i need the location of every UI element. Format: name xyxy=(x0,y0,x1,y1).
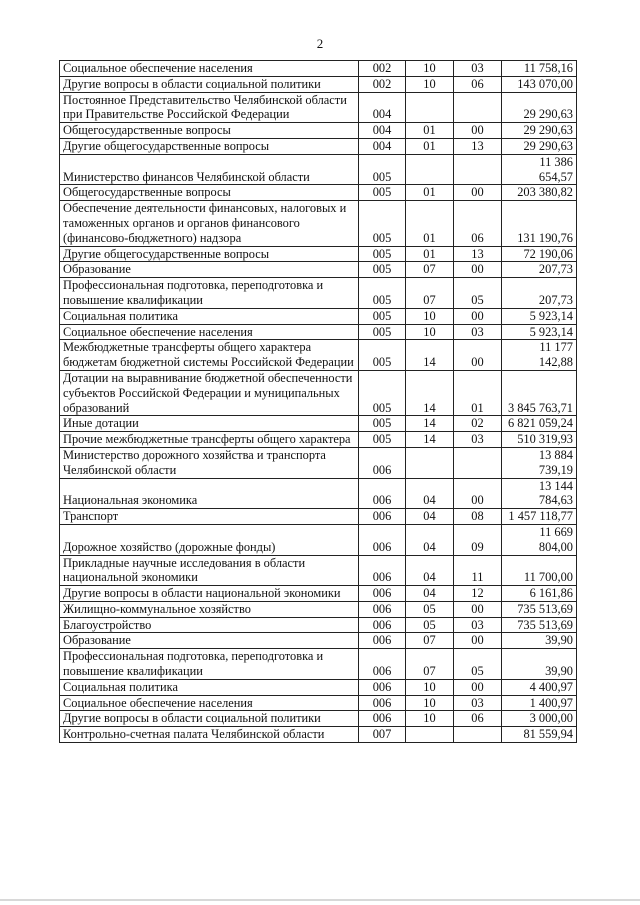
row-amount: 39,90 xyxy=(502,649,577,680)
row-section-code: 10 xyxy=(406,324,454,340)
table-row xyxy=(60,601,577,617)
row-subsection-code: 00 xyxy=(454,679,502,695)
row-amount: 1 457 118,77 xyxy=(502,509,577,525)
row-name: Жилищно-коммунальное хозяйство xyxy=(60,601,359,617)
row-section-code: 01 xyxy=(406,201,454,246)
row-amount: 39,90 xyxy=(502,633,577,649)
row-section-code: 04 xyxy=(406,524,454,555)
row-department-code: 006 xyxy=(359,524,406,555)
row-name: Дотации на выравнивание бюджетной обеспеченности субъектов Российской Федерации и муниципальных образований xyxy=(60,370,359,415)
row-section-code: 14 xyxy=(406,370,454,415)
table-row xyxy=(60,201,577,246)
row-section-code: 14 xyxy=(406,340,454,371)
row-department-code: 004 xyxy=(359,138,406,154)
row-name: Прикладные научные исследования в области национальной экономики xyxy=(60,555,359,586)
table-row xyxy=(60,555,577,586)
row-department-code: 006 xyxy=(359,679,406,695)
row-amount: 1 400,97 xyxy=(502,695,577,711)
row-department-code: 002 xyxy=(359,61,406,77)
row-amount: 6 161,86 xyxy=(502,586,577,602)
row-department-code: 002 xyxy=(359,76,406,92)
table-row xyxy=(60,649,577,680)
row-subsection-code: 05 xyxy=(454,278,502,309)
row-subsection-code: 02 xyxy=(454,416,502,432)
row-name: Профессиональная подготовка, переподготовка и повышение квалификации xyxy=(60,278,359,309)
row-subsection-code: 09 xyxy=(454,524,502,555)
row-section-code: 14 xyxy=(406,432,454,448)
table-row xyxy=(60,246,577,262)
row-section-code: 10 xyxy=(406,695,454,711)
table-row xyxy=(60,138,577,154)
table-row xyxy=(60,324,577,340)
budget-table xyxy=(59,60,577,743)
row-amount: 735 513,69 xyxy=(502,617,577,633)
row-name: Другие вопросы в области социальной политики xyxy=(60,711,359,727)
table-row xyxy=(60,154,577,185)
row-department-code: 006 xyxy=(359,601,406,617)
row-department-code: 006 xyxy=(359,447,406,478)
row-amount: 735 513,69 xyxy=(502,601,577,617)
row-amount: 6 821 059,24 xyxy=(502,416,577,432)
row-section-code: 04 xyxy=(406,509,454,525)
row-subsection-code: 12 xyxy=(454,586,502,602)
row-subsection-code: 06 xyxy=(454,76,502,92)
row-name: Благоустройство xyxy=(60,617,359,633)
row-department-code: 005 xyxy=(359,370,406,415)
row-amount: 143 070,00 xyxy=(502,76,577,92)
row-amount: 11 669 804,00 xyxy=(502,524,577,555)
table-row xyxy=(60,416,577,432)
row-department-code: 006 xyxy=(359,695,406,711)
row-section-code: 05 xyxy=(406,601,454,617)
row-name: Социальное обеспечение населения xyxy=(60,324,359,340)
row-amount: 510 319,93 xyxy=(502,432,577,448)
row-amount: 29 290,63 xyxy=(502,92,577,123)
table-row xyxy=(60,262,577,278)
row-name: Межбюджетные трансферты общего характера бюджетам бюджетной системы Российской Федерации xyxy=(60,340,359,371)
row-department-code: 005 xyxy=(359,416,406,432)
row-amount: 72 190,06 xyxy=(502,246,577,262)
row-subsection-code: 13 xyxy=(454,246,502,262)
table-row xyxy=(60,123,577,139)
row-amount: 29 290,63 xyxy=(502,138,577,154)
row-subsection-code: 03 xyxy=(454,695,502,711)
row-amount: 5 923,14 xyxy=(502,308,577,324)
row-amount: 207,73 xyxy=(502,278,577,309)
table-row xyxy=(60,92,577,123)
row-section-code: 10 xyxy=(406,711,454,727)
row-section-code: 04 xyxy=(406,555,454,586)
row-name: Социальная политика xyxy=(60,308,359,324)
row-section-code xyxy=(406,727,454,743)
row-subsection-code xyxy=(454,447,502,478)
table-row xyxy=(60,308,577,324)
row-subsection-code: 01 xyxy=(454,370,502,415)
table-row xyxy=(60,61,577,77)
table-row xyxy=(60,370,577,415)
row-department-code: 004 xyxy=(359,123,406,139)
row-section-code: 01 xyxy=(406,185,454,201)
page-number: 2 xyxy=(316,36,324,51)
row-name: Другие вопросы в области национальной экономики xyxy=(60,586,359,602)
row-name: Контрольно-счетная палата Челябинской области xyxy=(60,727,359,743)
row-department-code: 005 xyxy=(359,154,406,185)
row-amount: 29 290,63 xyxy=(502,123,577,139)
row-subsection-code: 03 xyxy=(454,432,502,448)
row-section-code: 01 xyxy=(406,246,454,262)
row-section-code: 07 xyxy=(406,262,454,278)
table-row xyxy=(60,76,577,92)
row-name: Социальное обеспечение населения xyxy=(60,61,359,77)
table-row xyxy=(60,727,577,743)
row-amount: 13 884 739,19 xyxy=(502,447,577,478)
row-name: Социальное обеспечение населения xyxy=(60,695,359,711)
row-subsection-code: 00 xyxy=(454,262,502,278)
row-name: Другие общегосударственные вопросы xyxy=(60,246,359,262)
row-department-code: 006 xyxy=(359,633,406,649)
row-subsection-code: 00 xyxy=(454,478,502,509)
row-department-code: 005 xyxy=(359,185,406,201)
table-row xyxy=(60,278,577,309)
table-row xyxy=(60,711,577,727)
row-section-code: 04 xyxy=(406,586,454,602)
row-department-code: 006 xyxy=(359,509,406,525)
row-section-code: 10 xyxy=(406,679,454,695)
row-name: Образование xyxy=(60,633,359,649)
row-department-code: 005 xyxy=(359,308,406,324)
row-department-code: 005 xyxy=(359,246,406,262)
row-department-code: 006 xyxy=(359,649,406,680)
row-department-code: 006 xyxy=(359,478,406,509)
row-section-code: 01 xyxy=(406,138,454,154)
row-department-code: 005 xyxy=(359,278,406,309)
row-amount: 11 177 142,88 xyxy=(502,340,577,371)
table-row xyxy=(60,617,577,633)
row-amount: 11 700,00 xyxy=(502,555,577,586)
row-section-code: 10 xyxy=(406,61,454,77)
row-department-code: 006 xyxy=(359,555,406,586)
row-department-code: 005 xyxy=(359,201,406,246)
row-section-code: 01 xyxy=(406,123,454,139)
row-name: Прочие межбюджетные трансферты общего характера xyxy=(60,432,359,448)
row-department-code: 006 xyxy=(359,711,406,727)
row-department-code: 007 xyxy=(359,727,406,743)
table-row xyxy=(60,679,577,695)
row-department-code: 006 xyxy=(359,617,406,633)
row-section-code: 07 xyxy=(406,649,454,680)
row-section-code: 05 xyxy=(406,617,454,633)
row-name: Иные дотации xyxy=(60,416,359,432)
table-row xyxy=(60,432,577,448)
row-subsection-code: 00 xyxy=(454,123,502,139)
row-subsection-code: 00 xyxy=(454,633,502,649)
row-amount: 11 386 654,57 xyxy=(502,154,577,185)
row-section-code: 04 xyxy=(406,478,454,509)
row-subsection-code: 13 xyxy=(454,138,502,154)
row-amount: 203 380,82 xyxy=(502,185,577,201)
row-section-code xyxy=(406,154,454,185)
row-name: Профессиональная подготовка, переподготовка и повышение квалификации xyxy=(60,649,359,680)
row-name: Социальная политика xyxy=(60,679,359,695)
row-amount: 3 000,00 xyxy=(502,711,577,727)
row-name: Общегосударственные вопросы xyxy=(60,185,359,201)
row-subsection-code xyxy=(454,154,502,185)
row-subsection-code: 00 xyxy=(454,308,502,324)
row-amount: 5 923,14 xyxy=(502,324,577,340)
row-subsection-code xyxy=(454,92,502,123)
row-department-code: 005 xyxy=(359,340,406,371)
row-amount: 131 190,76 xyxy=(502,201,577,246)
table-row xyxy=(60,524,577,555)
row-subsection-code: 03 xyxy=(454,617,502,633)
row-department-code: 006 xyxy=(359,586,406,602)
row-amount: 4 400,97 xyxy=(502,679,577,695)
row-subsection-code: 11 xyxy=(454,555,502,586)
row-amount: 207,73 xyxy=(502,262,577,278)
row-section-code: 10 xyxy=(406,76,454,92)
row-department-code: 005 xyxy=(359,432,406,448)
row-name: Общегосударственные вопросы xyxy=(60,123,359,139)
row-amount: 3 845 763,71 xyxy=(502,370,577,415)
table-row xyxy=(60,695,577,711)
row-subsection-code: 03 xyxy=(454,324,502,340)
row-department-code: 005 xyxy=(359,262,406,278)
row-section-code: 14 xyxy=(406,416,454,432)
row-subsection-code: 08 xyxy=(454,509,502,525)
table-row xyxy=(60,586,577,602)
row-section-code xyxy=(406,447,454,478)
row-subsection-code: 00 xyxy=(454,340,502,371)
row-subsection-code: 05 xyxy=(454,649,502,680)
row-subsection-code: 00 xyxy=(454,601,502,617)
row-subsection-code xyxy=(454,727,502,743)
row-name: Дорожное хозяйство (дорожные фонды) xyxy=(60,524,359,555)
row-name: Другие общегосударственные вопросы xyxy=(60,138,359,154)
row-amount: 11 758,16 xyxy=(502,61,577,77)
row-name: Образование xyxy=(60,262,359,278)
table-row xyxy=(60,633,577,649)
row-department-code: 005 xyxy=(359,324,406,340)
row-name: Обеспечение деятельности финансовых, налоговых и таможенных органов и органов финансового (финансово-бюджетного) надзора xyxy=(60,201,359,246)
row-section-code: 07 xyxy=(406,278,454,309)
row-department-code: 004 xyxy=(359,92,406,123)
page-bottom-edge xyxy=(0,899,640,901)
row-name: Министерство дорожного хозяйства и транспорта Челябинской области xyxy=(60,447,359,478)
table-row xyxy=(60,340,577,371)
row-subsection-code: 06 xyxy=(454,201,502,246)
table-row xyxy=(60,185,577,201)
table-row xyxy=(60,447,577,478)
row-amount: 13 144 784,63 xyxy=(502,478,577,509)
row-name: Другие вопросы в области социальной политики xyxy=(60,76,359,92)
table-row xyxy=(60,509,577,525)
row-name: Национальная экономика xyxy=(60,478,359,509)
row-subsection-code: 06 xyxy=(454,711,502,727)
row-name: Транспорт xyxy=(60,509,359,525)
row-amount: 81 559,94 xyxy=(502,727,577,743)
row-section-code: 10 xyxy=(406,308,454,324)
row-section-code: 07 xyxy=(406,633,454,649)
row-subsection-code: 03 xyxy=(454,61,502,77)
row-subsection-code: 00 xyxy=(454,185,502,201)
row-name: Постоянное Представительство Челябинской области при Правительстве Российской Федерации xyxy=(60,92,359,123)
row-section-code xyxy=(406,92,454,123)
row-name: Министерство финансов Челябинской области xyxy=(60,154,359,185)
table-row xyxy=(60,478,577,509)
